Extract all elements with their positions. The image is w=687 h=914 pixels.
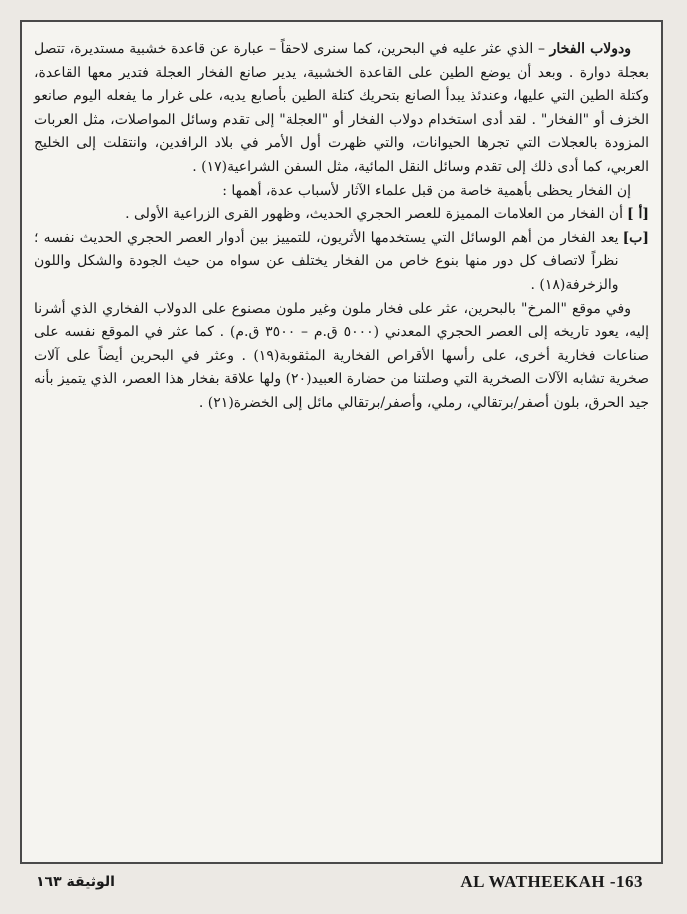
list-item-a	[34, 203, 649, 227]
list-marker: [أ ]	[626, 206, 649, 223]
list-marker: [ب]	[622, 229, 649, 246]
page-frame	[20, 20, 663, 864]
list-item-b	[34, 227, 649, 298]
paragraph-importance: إن الفخار يحظى بأهمية خاصة من قبل علماء الآثار لأسباب عدة، أهمها :	[222, 182, 631, 199]
document-body	[34, 38, 649, 416]
page-footer	[20, 870, 663, 898]
paragraph-lead: ودولاب الفخار	[549, 41, 631, 57]
paragraph-text: – الذي عثر عليه في البحرين، كما سنرى لاحقاً – عبارة عن قاعدة خشبية مستديرة، تتصل بعجلة دوارة . وبعد أن يوضع الطين على القاعدة الخشبية، يدير صانع الفخار العجلة فتدير معها القاعدة، وكتلة الطين التي عليها، وعندئذ يبدأ الصانع بتحريك كتلة الطين بأصابع يديه، على غرار ما يفعله اليوم صانعو الخزف أو "الفخار" . لقد أدى استخدام دولاب الفخار أو "العجلة" إلى تقدم وسائل المواصلات، مثل العربات المزودة بالعجلات التي تجرها الحيوانات، والتي ظهرت أول الأمر في بلاد الرافدين، وانتقلت إلى الخليج العربي، كما أدى ذلك إلى تقدم وسائل النقل المائية، مثل السفن الشراعية(١٧) .	[34, 41, 649, 175]
paragraph-markh-site: وفي موقع "المرخ" بالبحرين، عثر على فخار ملون وغير ملون مصنوع على الدولاب الفخاري الذي أشرنا إليه، يعود تاريخه إلى العصر الحجري المعدني (٥٠٠٠ ق.م – ٣٥٠٠ ق.م) . كما عثر في الموقع نفسه على صناعات فخارية أخرى، على رأسها الأقراص الفخارية المثقوبة(١٩) . وعثر في البحرين أيضاً على آلات صخرية تشابه الآلات الصخرية التي وصلتنا من حضارة العبيد(٢٠) ولها علاقة بفخار هذا العصر، الذي يتميز بأنه جيد الحرق، بلون أصفر/برتقالي، رملي، وأصفر/برتقالي مائل إلى الخضرة(٢١) .	[34, 300, 649, 411]
footer-arabic-page-label: الوثيقة ١٦٣	[36, 874, 115, 890]
paragraph-potters-wheel	[34, 38, 649, 180]
list-item-text: يعد الفخار من أهم الوسائل التي يستخدمها الأثريون، للتمييز بين أدوار العصر الحجري الحديث نفسه ؛ نظراً لاتصاف كل دور منها بنوع خاص من الفخار يختلف عن سواه من حيث الجودة والشكل واللون والزخرفة(١٨) .	[34, 229, 619, 293]
list-item-text: أن الفخار من العلامات المميزة للعصر الحجري الحديث، وظهور القرى الزراعية الأولى .	[125, 206, 623, 223]
footer-english-page-label: AL WATHEEKAH -163	[460, 872, 643, 891]
